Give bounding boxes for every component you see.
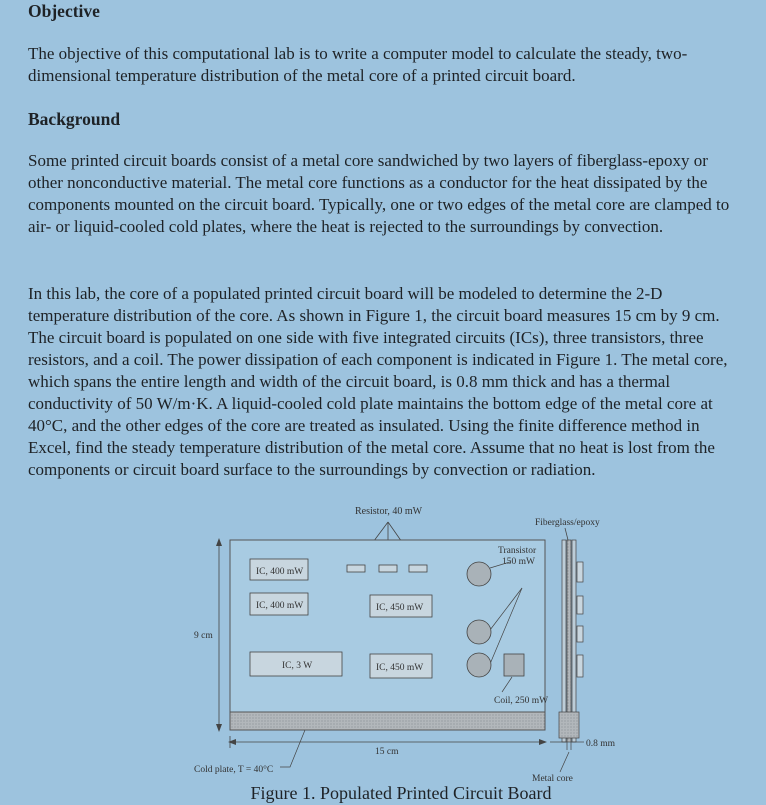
cold-plate-label: Cold plate, T = 40°C xyxy=(194,765,274,775)
side-component-4 xyxy=(577,655,583,677)
cold-plate-leader xyxy=(280,730,305,767)
coil xyxy=(504,654,524,676)
ic-450mw-lower-label: IC, 450 mW xyxy=(376,663,424,673)
side-component-1 xyxy=(577,562,583,582)
ic-400mw-top-label: IC, 400 mW xyxy=(256,567,304,577)
metal-core-label: Metal core xyxy=(532,774,573,784)
width-arrow-left xyxy=(228,739,236,745)
width-label: 15 cm xyxy=(375,747,399,757)
side-component-2 xyxy=(577,596,583,614)
background-paragraph-2: In this lab, the core of a populated printed circuit board will be modeled to determine the 2-D temperature distribution of the core. As shown in Figure 1, the circuit board measures 15 cm by 9 cm. The circuit board is populated on one side with five integrated circuits (ICs), three transistors, three resistors, and a coil. The power dissipation of each component is indicated in Figure 1. The metal core, which spans the entire length and width of the circuit board, is 0.8 mm thick and has a thermal conductivity of 50 W/m·K. A liquid-cooled cold plate maintains the bottom edge of the metal core at 40°C, and the other edges of the core are treated as insulated. Using the finite difference method in Excel, find the steady temperature distribution of the metal core. Assume that no heat is lost from the components or circuit board surface to the surroundings by convection or radiation. xyxy=(28,284,728,479)
thickness-label: 0.8 mm xyxy=(586,739,616,749)
width-arrow-right xyxy=(539,739,547,745)
objective-heading: Objective xyxy=(28,1,100,21)
transistor-label: Transistor xyxy=(498,546,537,556)
resistor-1 xyxy=(347,565,365,572)
transistor-1 xyxy=(467,562,491,586)
objective-text: The objective of this computational lab is to write a computer model to calculate the steady, two-dimensional temperature distribution of the metal core of a printed circuit board. xyxy=(28,44,688,85)
background-heading: Background xyxy=(28,109,121,129)
ic-3w-label: IC, 3 W xyxy=(282,661,313,671)
height-arrow-top xyxy=(216,538,222,546)
side-cold-plate xyxy=(559,712,579,738)
height-arrow-bottom xyxy=(216,724,222,732)
side-component-3 xyxy=(577,626,583,642)
resistor-2 xyxy=(379,565,397,572)
ic-400mw-middle-label: IC, 400 mW xyxy=(256,601,304,611)
background-paragraph-1: Some printed circuit boards consist of a metal core sandwiched by two layers of fiberglass-epoxy or other nonconductive material. The metal core functions as a conductor for the heat dissipated by the components mounted on the circuit board. Typically, one or two edges of the metal core are clamped to air- or liquid-cooled cold plates, where the heat is rejected to the surroundings by convection. xyxy=(28,151,730,236)
resistor-3 xyxy=(409,565,427,572)
fiberglass-leader xyxy=(565,528,568,540)
cold-plate-strip xyxy=(230,712,545,730)
height-label: 9 cm xyxy=(194,631,213,641)
transistor-power-label: 150 mW xyxy=(502,557,535,567)
transistor-2 xyxy=(467,620,491,644)
ic-450mw-upper-label: IC, 450 mW xyxy=(376,603,424,613)
fiberglass-label: Fiberglass/epoxy xyxy=(535,518,600,528)
figure-caption: Figure 1. Populated Printed Circuit Board xyxy=(250,783,552,803)
metal-core-leader xyxy=(560,752,569,772)
transistor-3 xyxy=(467,653,491,677)
coil-label: Coil, 250 mW xyxy=(494,696,549,706)
resistor-label: Resistor, 40 mW xyxy=(355,506,423,517)
circuit-board-figure xyxy=(186,497,616,784)
